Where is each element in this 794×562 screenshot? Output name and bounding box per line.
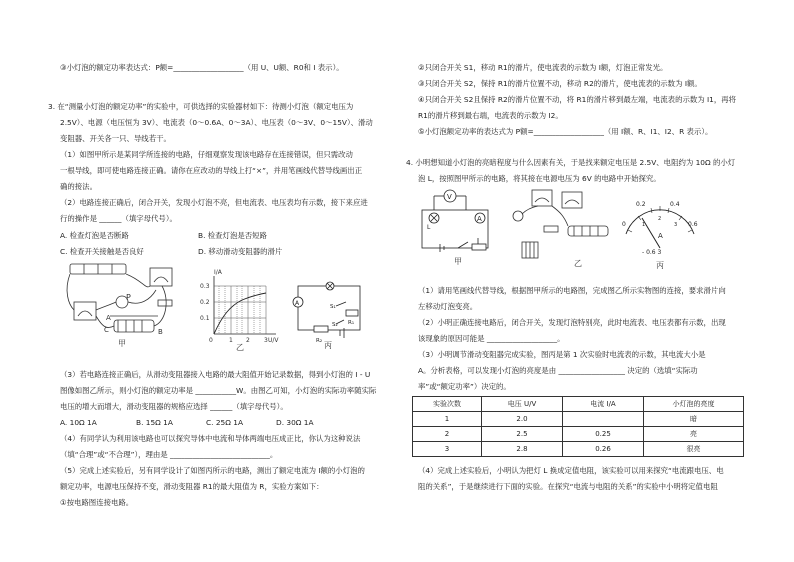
q3-p1-c: 确的接法。 [60, 182, 97, 191]
svg-text:V: V [447, 193, 452, 201]
svg-text:A: A [477, 215, 482, 223]
q3-p4-a: （4）有同学认为利用该电路也可以探究导体中电流和导体两端电压成正比，你认为这种说法 [60, 434, 361, 443]
data-table [412, 396, 744, 457]
ammeter-dial-bing [618, 192, 702, 272]
formula-line: ③小灯泡的额定功率表达式：P额=___________________（用 U、U额、R0和 I 表示）。 [60, 63, 344, 72]
graph-xtick: 1 [229, 337, 233, 344]
svg-text:S₁: S₁ [330, 304, 336, 310]
q4-p3-b: A。分析表格，可以发现小灯泡的亮度是由 __________________ 决定的（选填“实际功 [418, 366, 698, 375]
table-cell [563, 412, 644, 427]
q4-p4-b: 阻的关系”，于是继续进行下面的实验。在探究“电流与电阻的关系”的实验中小明将定值电阻 [418, 482, 718, 491]
meter-tick: 0.6 [688, 221, 698, 228]
q4-p3-a: （3）小明调节滑动变阻器完成实验，图丙是第 1 次实验时电流表的示数，其电流大小是 [418, 350, 706, 359]
table-cell: 暗 [644, 412, 744, 427]
q3-intro-3: 变阻器、开关各一只、导线若干。 [60, 134, 171, 143]
table-cell: 很亮 [644, 442, 744, 457]
q4-fig-label-bing: 丙 [656, 261, 664, 270]
q4-p1-b: 左移动灯泡变亮。 [418, 302, 478, 311]
q3-answer-a: A. 10Ω 1A [60, 418, 97, 427]
table-header-row [413, 397, 744, 412]
iu-curve [214, 293, 266, 334]
q3-p3-c: 电压的增大而增大，滑动变阻器的规格应选择 ______（填字母代号）。 [60, 402, 288, 411]
graph-ylabel: I/A [214, 269, 222, 276]
q3-answer-b: B. 15Ω 1A [136, 418, 173, 427]
switch [158, 300, 172, 306]
graph-ytick: 0.2 [200, 299, 210, 306]
meter-inner-tick: 3 [674, 222, 678, 228]
meter-tick: 0.2 [636, 201, 646, 208]
graph-xtick: 3 [264, 337, 268, 344]
svg-text:L: L [427, 224, 431, 231]
q3-option-d: D. 移动滑动变阻器的滑片 [198, 247, 283, 256]
circuit-schematic-bing [286, 280, 370, 350]
fig-label-jia: 甲 [118, 339, 126, 348]
q3-p5-a: （5）完成上述实验后，另有同学设计了如图丙所示的电路，测出了额定电流为 I额的小灯泡的 [60, 466, 365, 475]
q3-p3-a: （3）若电路连接正确后，从滑动变阻器接入电路的最大阻值开始记录数据，得到小灯泡的 I - U [60, 370, 371, 379]
graph-ytick: 0.1 [200, 315, 210, 322]
svg-text:A: A [295, 300, 300, 307]
table-row [413, 427, 744, 442]
q3-p4-b: （填“合理”或“不合理”），理由是 ___________________________。 [60, 450, 278, 459]
table-cell: 2.8 [482, 442, 563, 457]
table-header: 电流 I/A [563, 397, 644, 412]
q4-apparatus-yi [504, 186, 616, 270]
svg-text:A: A [106, 314, 111, 322]
meter-unit: A [658, 232, 663, 240]
svg-text:R₁: R₁ [348, 320, 355, 326]
step-4a: ④只闭合开关 S2且保持 R2的滑片位置不动，将 R1的滑片移到最左端，电流表的示数为 I1，再将 [418, 95, 737, 104]
q4-schematic-jia [414, 188, 502, 268]
q4-p3-c: 率”或“额定功率”）决定的。 [418, 382, 511, 391]
table-cell: 3 [413, 442, 482, 457]
svg-text:C: C [104, 326, 109, 334]
q3-answer-c: C. 25Ω 1A [206, 418, 244, 427]
q3-p1-b: 一根导线，即可使电路连接正确。请你在应改动的导线上打“×”，并用笔画线代替导线画出正 [60, 166, 363, 175]
table-cell: 亮 [644, 427, 744, 442]
table-cell: 0.25 [563, 427, 644, 442]
step-2: ②只闭合开关 S1，移动 R1的滑片，使电流表的示数为 I额，灯泡正常发光。 [418, 63, 668, 72]
iu-graph-yi [192, 266, 292, 352]
table-cell: 2.5 [482, 427, 563, 442]
step-5: ⑤小灯泡额定功率的表达式为 P额=___________________（用 I额、R、I1、I2、R 表示）。 [418, 127, 713, 136]
q3-intro-1: 3. 在“测量小灯泡的额定功率”的实验中，可供选择的实验器材如下：待测小灯泡（额定电压为 [48, 102, 354, 111]
q4-p2-b: 该现象的原因可能是 ___________________。 [418, 334, 565, 343]
svg-text:R₂: R₂ [316, 338, 323, 344]
apparatus-figure-jia [62, 260, 186, 350]
q3-p2-a: （2）电路连接正确后，闭合开关，发现小灯泡不亮，但电流表、电压表均有示数，接下来应进 [60, 198, 368, 207]
table-row [413, 412, 744, 427]
table-cell: 1 [413, 412, 482, 427]
q4-p1-a: （1）请用笔画线代替导线，根据图甲所示的电路图，完成图乙所示实物图的连接，要求滑片向 [418, 286, 726, 295]
graph-xlabel: U/V [268, 337, 279, 344]
table-header: 实验次数 [413, 397, 482, 412]
q4-intro-2: 泡 L，按照图甲所示的电路，将其接在电源电压为 6V 的电路中开始探究。 [418, 174, 661, 183]
meter-inner-tick: 1 [642, 222, 646, 228]
bulb [513, 211, 523, 221]
meter-tick: 0.4 [670, 201, 680, 208]
q3-option-b: B. 检查灯泡是否短路 [198, 231, 267, 240]
svg-text:P: P [126, 293, 131, 302]
table-row [413, 442, 744, 457]
switch [544, 226, 558, 232]
q4-p2-a: （2）小明正确连接电路后，闭合开关，发现灯泡特别亮，此时电流表、电压表都有示数，出现 [418, 318, 726, 327]
step-4b: R1的滑片移到最右端，电流表的示数为 I2。 [418, 111, 563, 120]
q3-option-c: C. 检查开关接触是否良好 [60, 247, 144, 256]
q3-p2-b: 行的操作是 ______（填字母代号）。 [60, 214, 177, 223]
q3-p3-b: 图像如图乙所示，则小灯泡的额定功率是 ___________W。由图乙可知，小灯泡的实际功率随实际 [60, 386, 377, 395]
q3-p1-a: （1）如图甲所示是某同学所连接的电路，仔细观察发现该电路存在连接错误，但只需改动 [60, 150, 353, 159]
fig-label-yi: 乙 [236, 343, 244, 352]
q4-intro-1: 4. 小明想知道小灯泡的亮暗程度与什么因素有关，于是找来额定电压是 2.5V、电阻约为 10Ω 的小灯 [406, 158, 736, 167]
q3-option-a: A. 检查灯泡是否断路 [60, 231, 129, 240]
q4-fig-label-yi: 乙 [574, 259, 582, 268]
q3-answer-d: D. 30Ω 1A [276, 418, 314, 427]
q3-intro-2: 2.5V）、电源（电压恒为 3V）、电流表（0～0.6A、0～3A）、电压表（0～3V、0～15V）、滑动 [60, 118, 373, 127]
step-3: ③只闭合开关 S2，保持 R1的滑片位置不动，移动 R2的滑片，使电流表的示数为 I额。 [418, 79, 702, 88]
meter-inner-tick: 2 [658, 216, 662, 222]
graph-xtick: 2 [246, 337, 250, 344]
meter-terminals: - 0.6 3 [642, 249, 662, 256]
q4-fig-label-jia: 甲 [454, 257, 462, 266]
table-cell: 2 [413, 427, 482, 442]
graph-ytick: 0.3 [200, 283, 210, 290]
graph-xtick: 0 [209, 337, 213, 344]
table-header: 小灯泡的亮度 [644, 397, 744, 412]
fig-label-bing: 丙 [324, 341, 332, 350]
q3-p5-b: 额定功率，电源电压保持不变，滑动变阻器 R1的最大阻值为 R，实验方案如下： [60, 482, 324, 491]
table-cell: 0.26 [563, 442, 644, 457]
meter-tick: 0 [622, 221, 626, 228]
svg-text:B: B [158, 328, 163, 336]
svg-text:S₂: S₂ [332, 322, 338, 328]
q4-p4-a: （4）完成上述实验后，小明认为把灯 L 换成定值电阻，该实验可以用来探究“电流跟电压、电 [418, 466, 724, 475]
table-header: 电压 U/V [482, 397, 563, 412]
table-cell: 2.0 [482, 412, 563, 427]
q3-p5-c: ①按电路图连接电路。 [60, 498, 134, 507]
